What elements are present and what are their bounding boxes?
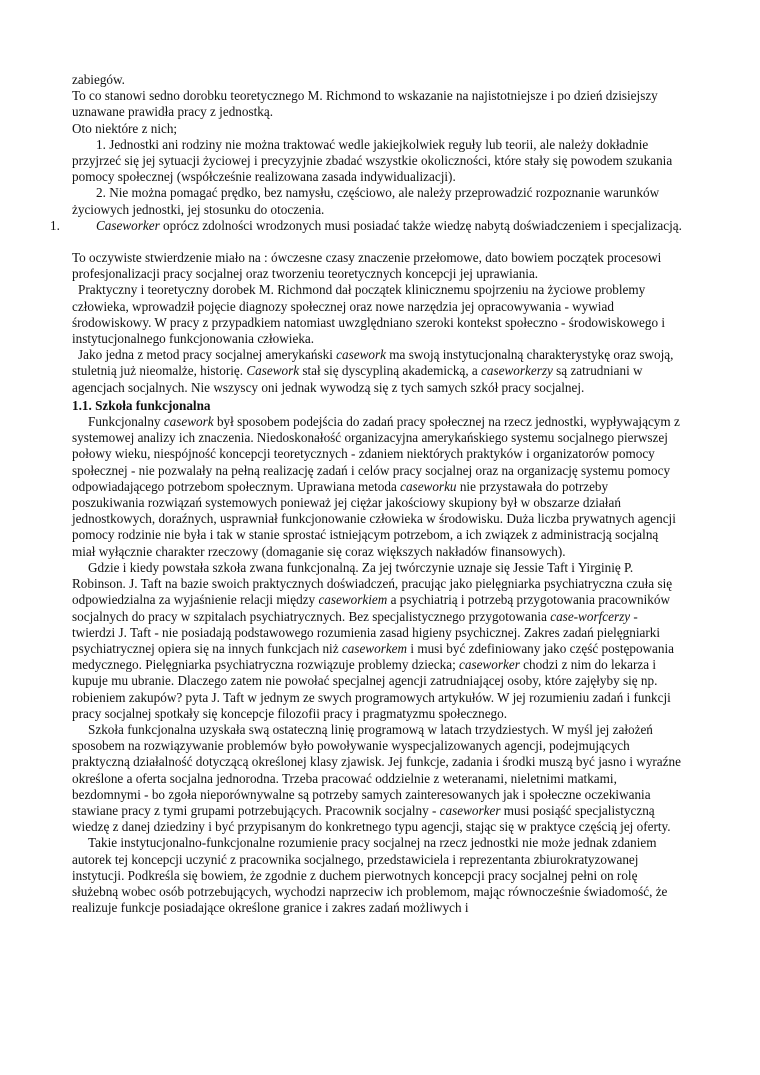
paragraph-casework-history	[72, 347, 682, 396]
spacer	[72, 234, 682, 250]
text: a psychiatrią i potrzebą przygotowania pracowników socjalnych do pracy w szpitalach psychiatrycznych. Bez specjalistycznego przygotowania	[72, 592, 670, 624]
text: Szkoła funkcjonalna uzyskała swą ostateczną linię programową w latach trzydziestych. W myśl jej założeń sposobem na rozwiązywanie problemów było powoływanie wyspecjalizowanych agencji, podejmujących praktyczną działalność dotyczącą określonej klasy zjawisk. Jej funkcje, zadania i środki muszą być jasno i wyraźne określone a oferta socjalna jednorodna. Trzeba pracować oddzielnie z weteranami, nieletnimi matkami, bezdomnymi - bo zgoła nieporównywalne są potrzeby samych zainteresowanych jak i społeczne oczekiwania stawiane pracy z tymi grupami potrzebujących. Pracownik socjalny -	[72, 721, 681, 818]
paragraph-functional-casework	[72, 414, 682, 560]
paragraph-breakthrough: To oczywiste stwierdzenie miało na : ówczesne czasy znaczenie przełomowe, dato bowiem początek procesowi profesjonalizacji pracy socjalnej oraz tworzeniu teoretycznych koncepcji jej uprawiania.	[72, 250, 662, 282]
list-item-3-text: oprócz zdolności wrodzonych musi posiadać także wiedzę nabytą doświadczeniem i specjalizacją.	[159, 217, 682, 233]
term: caseworker	[439, 802, 501, 818]
text: i musi być zdefiniowany jako część postępowania medycznego. Pielęgniarka psychiatryczna rozwiązuje problemy dziecka;	[72, 640, 675, 673]
term: caseworkerzy	[481, 363, 553, 379]
list-item-2: 2. Nie można pomagać prędko, bez namysłu, częściowo, ale należy przeprowadzić rozpoznanie warunków życiowych jednostki, jej stosunku do otoczenia.	[72, 185, 660, 217]
term: Casework	[246, 363, 300, 379]
text: - twierdzi J. Taft - nie posiadają podstawowego rozumienia zasad higieny psychicznej. Zakres zadań pielęgniarki psychiatrycznej opiera się na innych funkcjach niż	[72, 608, 661, 656]
term: caseworkiem	[318, 592, 388, 608]
paragraph-richmond-core: To co stanowi sedno dorobku teoretycznego M. Richmond to wskazanie na najistotniejsze i po dzień dzisiejszy uznawane prawidła pracy z jednostką.	[72, 88, 658, 120]
section-heading: 1.1. Szkoła funkcjonalna	[72, 397, 211, 413]
text: stał się dyscypliną akademicką, a	[299, 363, 482, 379]
text: Jako jedna z metod pracy socjalnej amerykański	[78, 347, 337, 363]
paragraph-list-intro: Oto niektóre z nich;	[72, 120, 178, 136]
term: case-worfcerzy	[550, 608, 631, 624]
text: chodzi z nim do lekarza i kupuje mu ubranie. Dlaczego zatem nie powołać specjalnej agencji zatrudniającej osoby, które zajęłyby się np. robieniem zakupów? pyta J. Taft w jednym ze swych programowych artykułów. W jej rozumieniu zadań i funkcji pracy socjalnej spotkały się koncepcje filozofii pracy i pragmatyzmu społecznego.	[72, 657, 671, 721]
text: nie przystawała do potrzeby poszukiwania rozwiązań systemowych ponieważ jej ciężar jakościowy skupiony był w obszarze działań jednostkowych, doraźnych, usprawniał funkcjonowanie człowieka w środowisku. Duża liczba prywatnych agencji pomocy rodzinie nie była i tak w stanie sprostać istniejącym potrzebom, a ich związek z administracją socjalną miał wyłącznie charakter rzeczowy (domaganie się coraz większych nakładów finansowych).	[72, 478, 676, 559]
list-item-1: 1. Jednostki ani rodziny nie można traktować wedle jakiejkolwiek reguły lub teorii, ale należy dokładnie przyjrzeć się jej sytuacji życiowej i precyzyjnie zbadać wszystkie okoliczności, które stały się powodem szukania pomocy społecznej (współcześnie realizowana zasada indywidualizacji).	[72, 136, 673, 185]
text: ma swoją instytucjonalną charakterystykę oraz swoją, stuletnią już nieomalże, historię.	[72, 347, 674, 379]
text: musi posiąść specjalistyczną wiedzę z danej dziedziny i być przypisanym do konkretnego typu agencji, stając się w praktyce częścią jej oferty.	[72, 802, 671, 835]
term: casework	[336, 347, 386, 363]
paragraph-taft	[72, 560, 682, 722]
term: caseworku	[400, 478, 457, 494]
term-caseworker: Caseworker	[96, 217, 160, 233]
paragraph-diagnosis: Praktyczny i teoretyczny dorobek M. Richmond dał początek klinicznemu spojrzeniu na życiowe problemy człowieka, wprowadził pojęcie diagnozy społecznej oraz nowe narzędzia jej opracowywania - wywiad środowiskowy. W pracy z przypadkiem natomiast uwzględniano szeroki kontekst społeczno - środowiskowego i instytucjonalnego funkcjonowania człowieka.	[72, 282, 666, 347]
text: był sposobem podejścia do zadań pracy społecznej na rzecz jednostki, wypływającym z systemowej analizy ich znaczenia. Niedoskonałość organizacyjna amerykańskiego systemu socjalnego pierwszej połowy wieku, niespójność koncepcji teoretycznych - zdaniem niektórych praktyków i organizatorów pomocy społecznej - nie pozwalały na pełną realizację zadań i celów pracy socjalnej oraz na organizację systemu pomocy odpowiadającego potrzebom społecznym. Uprawiana metoda	[72, 414, 680, 494]
paragraph-continuation: zabiegów.	[72, 72, 125, 87]
text: Gdzie i kiedy powstała szkoła zwana funkcjonalną. Za jej twórczynie uznaje się Jessie Taft i Yirginię P. Robinson. J. Taft na bazie swoich praktycznych doświadczeń, pracując jako pielęgniarka psychiatryczna czuła się odpowiedzialna za wyjaśnienie relacji między	[72, 559, 673, 608]
text: Funkcjonalny	[88, 414, 164, 430]
paragraph-institutional: Takie instytucjonalno-funkcjonalne rozumienie pracy socjalnej na rzecz jednostki nie może jednak zdaniem autorek tej koncepcji uczynić z pracownika socjalnego, przedstawiciela i reprezentanta zbiurokratyzowanej instytucji. Podkreśla się bowiem, że zgodnie z duchem pierwotnych koncepcji pracy socjalnej pełni on rolę służebną wobec osób potrzebujących, wychodzi naprzeciw ich problemom, mając równocześnie świadomość, że realizuje funkcje posiadające określone granice i zakres zadań możliwych i	[72, 835, 668, 916]
list-item-3	[50, 217, 682, 234]
term: caseworker	[459, 657, 520, 673]
term: caseworkem	[341, 640, 408, 656]
list-marker: 1.	[50, 217, 60, 233]
term: casework	[163, 414, 214, 430]
paragraph-program-line	[72, 722, 682, 835]
text: są zatrudniani w agencjach socjalnych. Nie wszyscy oni jednak wywodzą się z tych samych szkół pracy socjalnej.	[72, 363, 643, 395]
